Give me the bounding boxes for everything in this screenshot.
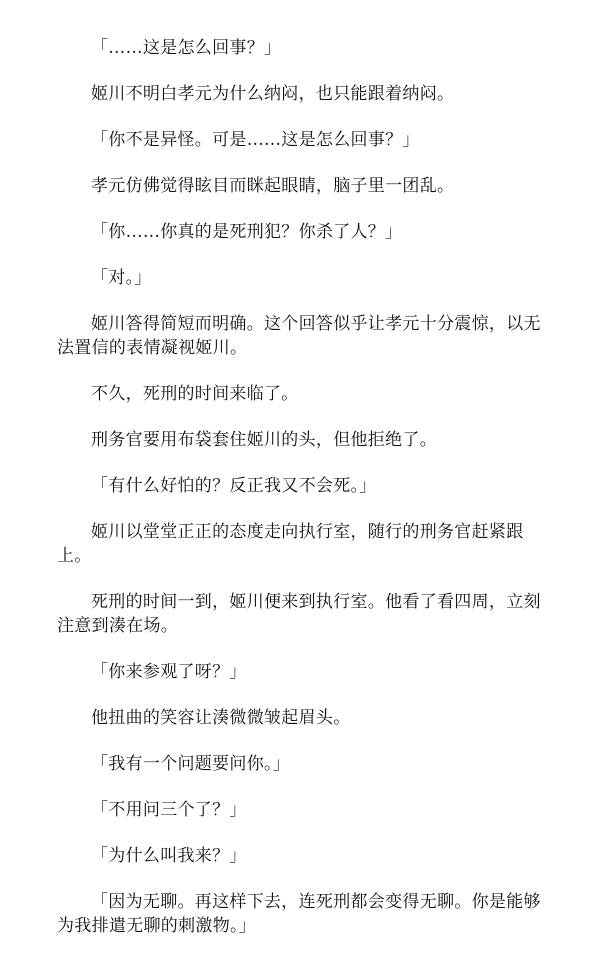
paragraph: 「我有一个问题要问你。」 xyxy=(91,754,291,774)
paragraph: 「有什么好怕的？反正我又不会死。」 xyxy=(91,476,377,496)
paragraph: 刑务官要用布袋套住姬川的头，但他拒绝了。 xyxy=(91,430,437,450)
paragraph: 不久，死刑的时间来临了。 xyxy=(91,384,299,404)
paragraph: 「对。」 xyxy=(91,268,152,288)
paragraph: 「不用问三个了？」 xyxy=(91,800,247,820)
paragraph: 死刑的时间一到，姬川便来到执行室。他看了看四周，立刻注意到湊在场。 xyxy=(57,592,541,636)
paragraph: 「……这是怎么回事？」 xyxy=(91,38,282,58)
paragraph: 姬川以堂堂正正的态度走向执行室，随行的刑务官赶紧跟上。 xyxy=(57,522,524,566)
paragraph: 姬川不明白孝元为什么纳闷，也只能跟着纳闷。 xyxy=(91,84,455,104)
paragraph: 孝元仿佛觉得眩目而眯起眼睛，脑子里一团乱。 xyxy=(91,176,455,196)
paragraph: 「因为无聊。再这样下去，连死刑都会变得无聊。你是能够为我排遣无聊的刺激物。」 xyxy=(57,892,541,936)
paragraph: 姬川答得简短而明确。这个回答似乎让孝元十分震惊，以无法置信的表情凝视姬川。 xyxy=(57,314,541,358)
paragraph: 「你来参观了呀？」 xyxy=(91,662,247,682)
paragraph: 「你……你真的是死刑犯？你杀了人？」 xyxy=(91,222,403,242)
paragraph: 「你不是异怪。可是……这是怎么回事？」 xyxy=(91,130,420,150)
paragraph: 「为什么叫我来？」 xyxy=(91,846,247,866)
paragraph: 他扭曲的笑容让湊微微皱起眉头。 xyxy=(91,708,351,728)
document-page xyxy=(57,36,557,960)
